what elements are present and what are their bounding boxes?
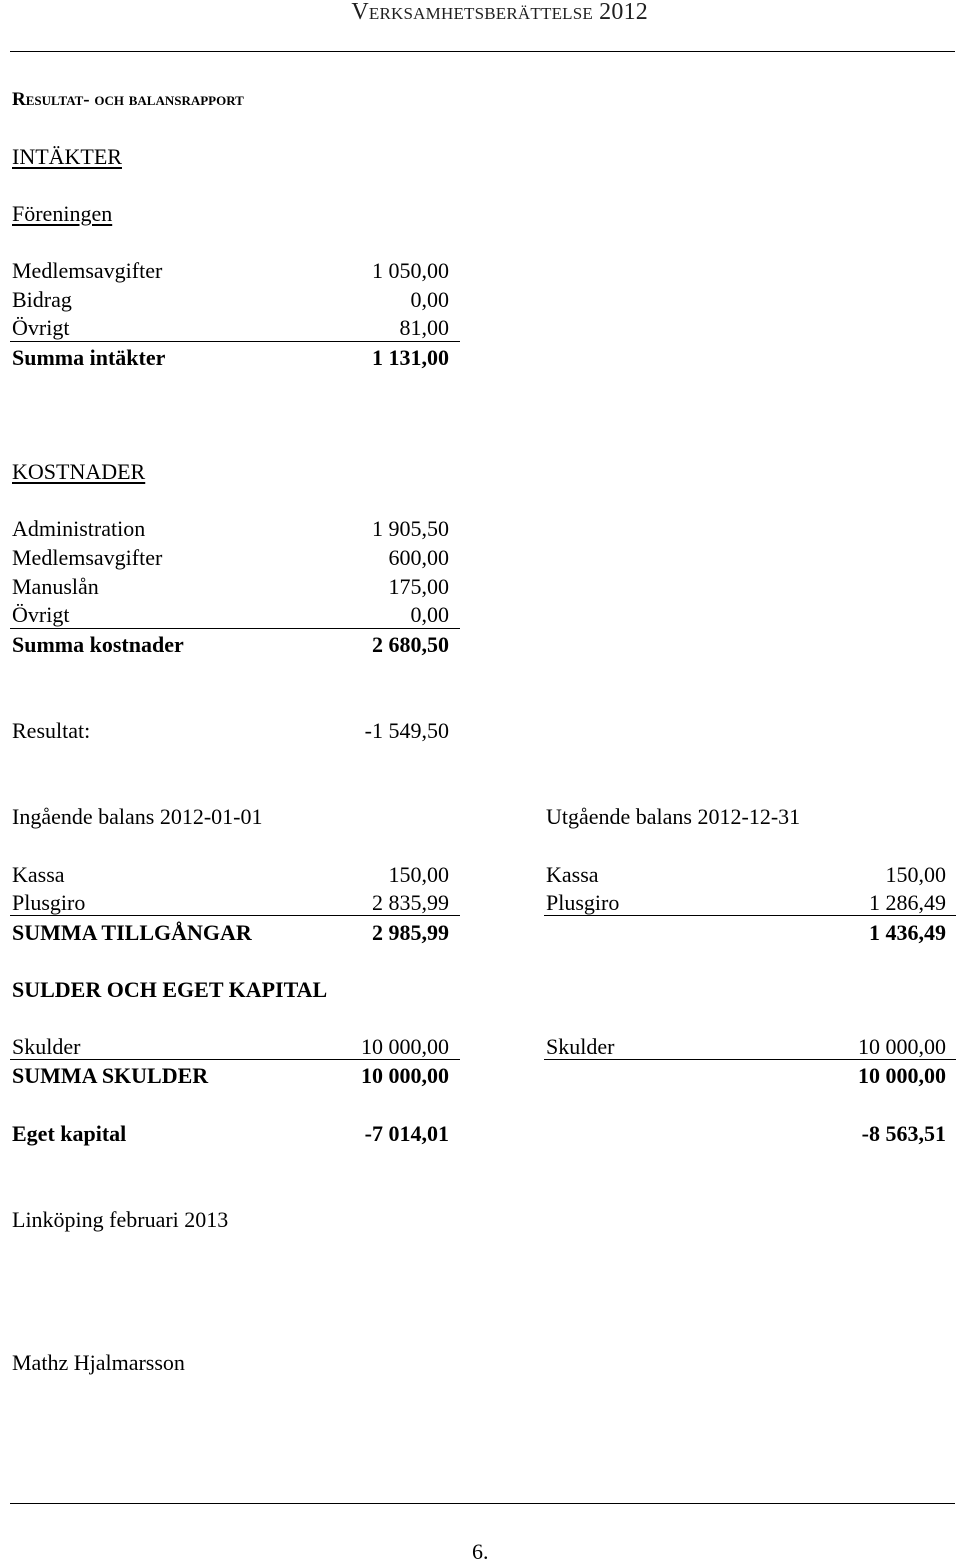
liability-closing-label: Skulder bbox=[546, 1034, 615, 1059]
equity-opening: -7 014,01 bbox=[364, 1121, 449, 1146]
income-total-label: Summa intäkter bbox=[12, 345, 166, 370]
liabilities-heading: SULDER OCH EGET KAPITAL bbox=[12, 977, 328, 1002]
costs-total-rule bbox=[10, 628, 460, 629]
costs-total-value: 2 680,50 bbox=[372, 632, 449, 657]
asset-closing-label: Kassa bbox=[546, 862, 599, 887]
report-title: Resultat- och balansrapport bbox=[12, 89, 244, 110]
costs-row-value: 0,00 bbox=[410, 602, 449, 627]
income-heading: INTÄKTER bbox=[12, 144, 122, 169]
costs-total-label: Summa kostnader bbox=[12, 632, 184, 657]
liabilities-total-rule-closing bbox=[544, 1059, 956, 1060]
asset-label: Plusgiro bbox=[12, 890, 86, 915]
signatory-name: Mathz Hjalmarsson bbox=[12, 1350, 185, 1375]
liabilities-total-opening: 10 000,00 bbox=[361, 1063, 449, 1088]
page-number: 6. bbox=[472, 1539, 489, 1564]
assets-total-rule-closing bbox=[544, 915, 956, 916]
costs-row-value: 1 905,50 bbox=[372, 516, 449, 541]
header-divider bbox=[10, 51, 955, 52]
costs-row-value: 175,00 bbox=[388, 574, 449, 599]
liability-closing-value: 10 000,00 bbox=[858, 1034, 946, 1059]
liability-opening-value: 10 000,00 bbox=[361, 1034, 449, 1059]
income-row-label: Bidrag bbox=[12, 287, 72, 312]
income-total-value: 1 131,00 bbox=[372, 345, 449, 370]
opening-balance-heading: Ingående balans 2012-01-01 bbox=[12, 804, 263, 829]
running-header: Verksamhetsberättelse 2012 bbox=[351, 0, 648, 25]
assets-total-closing: 1 436,49 bbox=[869, 920, 946, 945]
footer-divider bbox=[10, 1503, 955, 1504]
income-row-label: Medlemsavgifter bbox=[12, 258, 163, 283]
asset-opening-value: 2 835,99 bbox=[372, 890, 449, 915]
costs-row-label: Övrigt bbox=[12, 602, 70, 627]
liabilities-total-label: SUMMA SKULDER bbox=[12, 1063, 209, 1088]
asset-closing-value: 1 286,49 bbox=[869, 890, 946, 915]
asset-label: Kassa bbox=[12, 862, 65, 887]
liability-label: Skulder bbox=[12, 1034, 81, 1059]
liabilities-total-closing: 10 000,00 bbox=[858, 1063, 946, 1088]
costs-row-label: Manuslån bbox=[12, 574, 99, 599]
income-total-rule bbox=[10, 341, 460, 342]
result-value: -1 549,50 bbox=[364, 718, 449, 743]
assets-total-rule-opening bbox=[10, 915, 460, 916]
assets-total-opening: 2 985,99 bbox=[372, 920, 449, 945]
closing-balance-heading: Utgående balans 2012-12-31 bbox=[546, 804, 801, 829]
income-row-value: 81,00 bbox=[399, 315, 449, 340]
liabilities-total-rule-opening bbox=[10, 1059, 460, 1060]
income-row-value: 0,00 bbox=[410, 287, 449, 312]
costs-heading: KOSTNADER bbox=[12, 459, 146, 484]
income-row-label: Övrigt bbox=[12, 315, 70, 340]
asset-opening-value: 150,00 bbox=[388, 862, 449, 887]
income-subheading: Föreningen bbox=[12, 201, 113, 226]
equity-closing: -8 563,51 bbox=[861, 1121, 946, 1146]
result-label: Resultat: bbox=[12, 718, 91, 743]
costs-row-label: Medlemsavgifter bbox=[12, 545, 163, 570]
assets-total-label: SUMMA TILLGÅNGAR bbox=[12, 920, 252, 945]
costs-row-value: 600,00 bbox=[388, 545, 449, 570]
asset-closing-label: Plusgiro bbox=[546, 890, 620, 915]
equity-label: Eget kapital bbox=[12, 1121, 127, 1146]
costs-row-label: Administration bbox=[12, 516, 146, 541]
income-row-value: 1 050,00 bbox=[372, 258, 449, 283]
asset-closing-value: 150,00 bbox=[885, 862, 946, 887]
place-date: Linköping februari 2013 bbox=[12, 1207, 229, 1232]
